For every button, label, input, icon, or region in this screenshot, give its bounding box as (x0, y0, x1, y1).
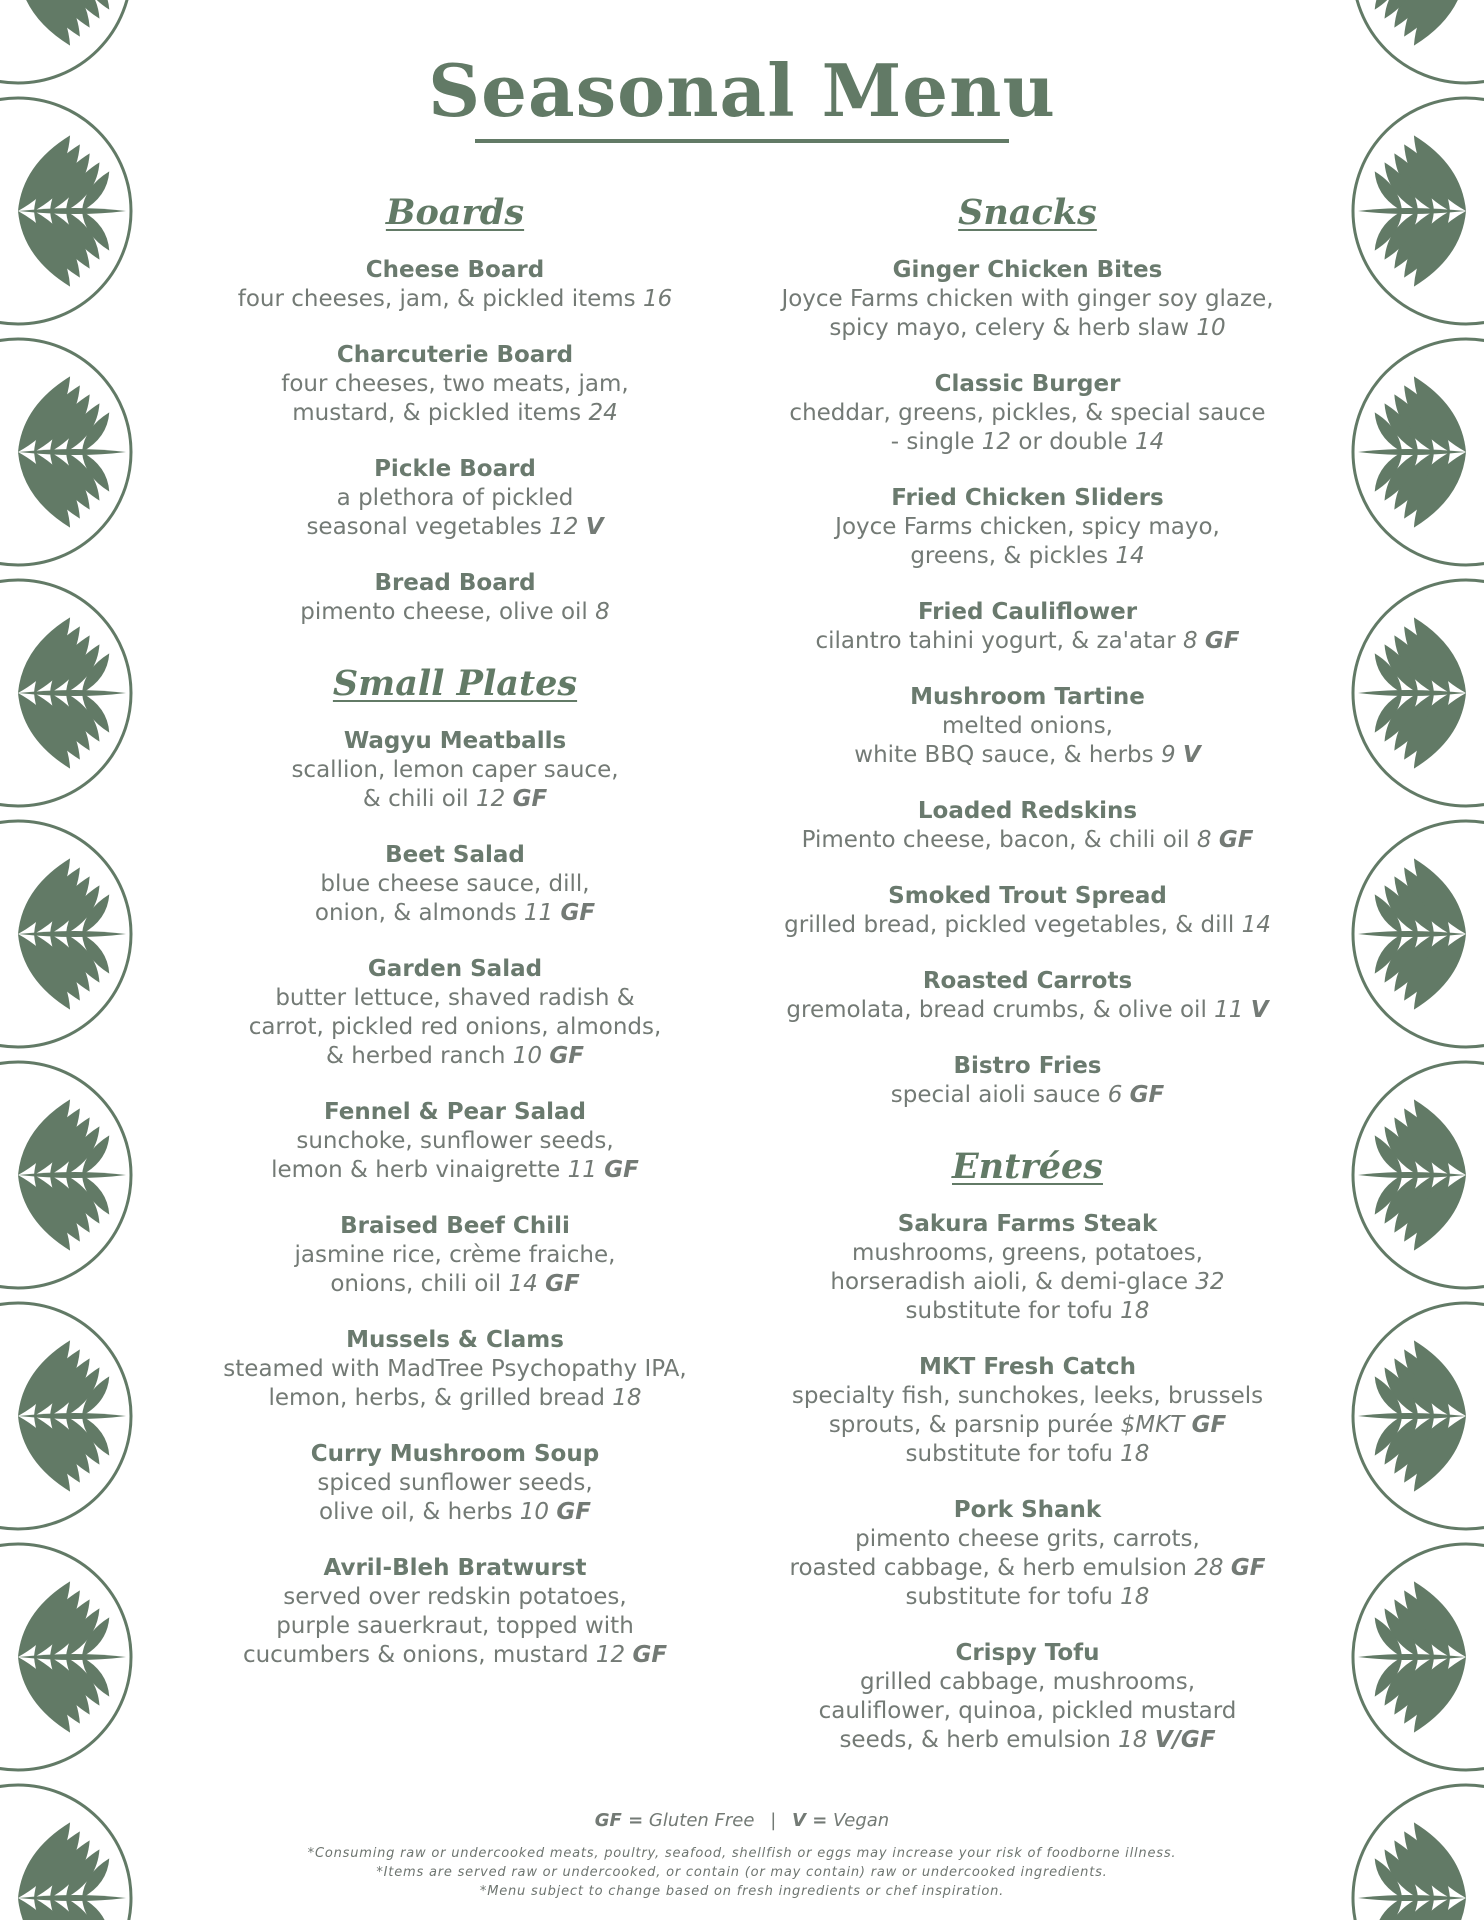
item-description-line (745, 1268, 1310, 1297)
item-name: Curry Mushroom Soup (310, 1441, 600, 1467)
section-heading: Snacks (958, 192, 1097, 233)
item-description-line (745, 285, 1310, 314)
item-price: 12 (549, 514, 579, 540)
item-price: 32 (1195, 1269, 1225, 1295)
item-description-line (205, 1469, 705, 1498)
item-price: 12 (981, 429, 1012, 455)
item-description-line (745, 1239, 1310, 1268)
item-price: 18 (1120, 1298, 1150, 1324)
item-price: 8 (1196, 827, 1212, 853)
legend-v-key: V = (792, 1810, 828, 1831)
item-price: 14 (1115, 543, 1145, 569)
leaf-medallion-icon (1353, 580, 1484, 806)
description-text: spiced sunflower seeds, (317, 1470, 593, 1496)
item-name: Fried Chicken Sliders (891, 485, 1164, 511)
description-text: steamed with MadTree Psychopathy IPA, (223, 1356, 687, 1382)
leaf-medallion-icon (0, 339, 131, 565)
section-heading: Entrées (952, 1146, 1103, 1187)
menu-item (745, 1210, 1310, 1326)
leaf-medallion-icon (0, 1544, 131, 1770)
item-description-line (205, 285, 705, 314)
menu-item (745, 882, 1310, 940)
description-text: mushrooms, greens, potatoes, (852, 1240, 1203, 1266)
dietary-tag: GF (560, 900, 596, 926)
item-description-line (745, 428, 1310, 457)
description-text: gremolata, bread crumbs, & olive oil (786, 997, 1215, 1023)
disclaimer-line: *Menu subject to change based on fresh ingredients or chef inspiration. (479, 1884, 1005, 1899)
left-column (205, 190, 705, 1704)
description-text: specialty fish, sunchokes, leeks, brussels (791, 1383, 1264, 1409)
legend-gf-key: GF = (594, 1810, 644, 1831)
description-text: & herbed ranch (326, 1043, 513, 1069)
item-name: Cheese Board (365, 257, 545, 283)
item-description-line (205, 870, 705, 899)
dietary-legend (0, 1810, 1484, 1831)
menu-item (745, 1353, 1310, 1469)
item-description-line (745, 996, 1310, 1025)
item-name: Ginger Chicken Bites (892, 257, 1163, 283)
item-price: 11 (567, 1157, 597, 1183)
item-price: 11 (1214, 997, 1244, 1023)
item-description-line (745, 399, 1310, 428)
menu-item (745, 967, 1310, 1025)
description-text: horseradish aioli, & demi-glace (830, 1269, 1196, 1295)
item-name: Wagyu Meatballs (343, 728, 567, 754)
dietary-tag: GF (512, 786, 548, 812)
item-description-line (745, 1668, 1310, 1697)
dietary-tag: GF (545, 1271, 580, 1297)
item-price: 11 (523, 900, 554, 926)
dietary-tag: GF (632, 1642, 668, 1668)
item-price: 9 (1160, 742, 1176, 768)
dietary-tag: GF (1204, 628, 1240, 654)
menu-item (205, 341, 705, 428)
item-price: 12 (475, 786, 506, 812)
item-name: Sakura Farms Steak (897, 1211, 1158, 1237)
description-text: substitute for tofu (905, 1298, 1121, 1324)
leaf-medallion-icon (1353, 1303, 1484, 1529)
description-text: roasted cabbage, & herb emulsion (789, 1555, 1195, 1581)
left-leaf-border (0, 0, 140, 1920)
disclaimer-line: *Consuming raw or undercooked meats, poultry, seafood, shellfish or eggs may increase your risk of foodborne illness. (307, 1846, 1177, 1861)
item-name: Fried Cauliflower (917, 599, 1138, 625)
dietary-tag: GF (556, 1499, 591, 1525)
item-description-line (205, 484, 705, 513)
menu-item (745, 1052, 1310, 1110)
item-price: 14 (1241, 912, 1271, 938)
title-underline (475, 139, 1009, 143)
description-text: cheddar, greens, pickles, & special sauce (789, 400, 1266, 426)
description-text: grilled bread, pickled vegetables, & dill (784, 912, 1242, 938)
item-price: 10 (519, 1499, 550, 1525)
item-description-line (205, 1156, 705, 1185)
description-text: blue cheese sauce, dill, (320, 871, 590, 897)
description-text: mustard, & pickled items (292, 400, 589, 426)
item-name: Bread Board (374, 570, 536, 596)
menu-item (205, 955, 705, 1071)
menu-item (205, 455, 705, 542)
item-description-line (205, 1384, 705, 1413)
dietary-tag: GF (1191, 1412, 1227, 1438)
item-description-line (205, 984, 705, 1013)
description-text: lemon, herbs, & grilled bread (268, 1385, 613, 1411)
item-description-line (745, 314, 1310, 343)
dietary-tag: V (1182, 742, 1201, 768)
item-description-line (205, 598, 705, 627)
item-price: 18 (1118, 1727, 1148, 1753)
page-title: Seasonal Menu (428, 48, 1056, 133)
item-price: 10 (512, 1043, 543, 1069)
description-text: cilantro tahini yogurt, & za'atar (815, 628, 1183, 654)
description-text: olive oil, & herbs (319, 1499, 520, 1525)
item-description-line (745, 1583, 1310, 1612)
item-description-line (745, 542, 1310, 571)
dietary-tag: GF (1218, 827, 1254, 853)
description-text: sprouts, & parsnip purée (828, 1412, 1121, 1438)
item-description-line (745, 1726, 1310, 1755)
menu-section (745, 1144, 1310, 1755)
item-description-line (205, 1612, 705, 1641)
menu-item (745, 1639, 1310, 1755)
dietary-tag: GF (1129, 1082, 1165, 1108)
leaf-medallion-icon (1353, 339, 1484, 565)
item-description-line (205, 1127, 705, 1156)
menu-item (205, 1326, 705, 1413)
menu-item (745, 1496, 1310, 1612)
item-description-line (745, 826, 1310, 855)
leaf-medallion-icon (1353, 821, 1484, 1047)
item-name: MKT Fresh Catch (918, 1354, 1137, 1380)
description-text: pimento cheese, olive oil (300, 599, 596, 625)
item-price: 6 (1107, 1082, 1123, 1108)
item-description-line (745, 1297, 1310, 1326)
description-text: & chili oil (362, 786, 476, 812)
item-name: Smoked Trout Spread (888, 883, 1167, 909)
description-text: cucumbers & onions, mustard (242, 1642, 596, 1668)
leaf-medallion-icon (1353, 1062, 1484, 1288)
item-name: Classic Burger (934, 371, 1121, 397)
item-name: Garden Salad (367, 956, 543, 982)
description-text: Pimento cheese, bacon, & chili oil (801, 827, 1197, 853)
menu-item (745, 484, 1310, 571)
leaf-medallion-icon (0, 580, 131, 806)
section-heading: Boards (385, 192, 525, 233)
menu-item (745, 370, 1310, 457)
item-description-line (745, 911, 1310, 940)
description-text: scallion, lemon caper sauce, (291, 757, 619, 783)
item-price: 18 (1120, 1441, 1150, 1467)
description-text: onion, & almonds (314, 900, 524, 926)
item-description-line (205, 785, 705, 814)
legend-separator: | (770, 1810, 777, 1831)
leaf-medallion-icon (0, 821, 131, 1047)
item-description-line (745, 1525, 1310, 1554)
description-text: butter lettuce, shaved radish & (275, 985, 635, 1011)
item-description-line (745, 627, 1310, 656)
item-description-line (745, 1697, 1310, 1726)
item-description-line (205, 1641, 705, 1670)
description-text: sunchoke, sunflower seeds, (296, 1128, 614, 1154)
item-description-line (205, 1583, 705, 1612)
menu-item (205, 727, 705, 814)
description-text: four cheeses, jam, & pickled items (237, 286, 643, 312)
item-price: 8 (595, 599, 610, 625)
item-name: Crispy Tofu (955, 1640, 1100, 1666)
description-text: spicy mayo, celery & herb slaw (829, 315, 1197, 341)
item-description-line (205, 1355, 705, 1384)
menu-item (205, 1212, 705, 1299)
item-description-line (205, 899, 705, 928)
menu-item (205, 841, 705, 928)
item-description-line (745, 741, 1310, 770)
description-text: onions, chili oil (330, 1271, 509, 1297)
disclaimer-line: *Items are served raw or undercooked, or contain (or may contain) raw or undercooked ingredients. (376, 1865, 1108, 1880)
description-text: white BBQ sauce, & herbs (854, 742, 1161, 768)
right-column (745, 190, 1310, 1789)
item-description-line (745, 513, 1310, 542)
menu-section (745, 190, 1310, 1110)
description-text: carrot, pickled red onions, almonds, (248, 1014, 662, 1040)
description-text: substitute for tofu (905, 1441, 1121, 1467)
item-description-line (205, 1241, 705, 1270)
item-description-line (745, 1382, 1310, 1411)
item-price: 14 (1134, 429, 1165, 455)
item-description-line (205, 513, 705, 542)
dietary-tag: GF (604, 1157, 639, 1183)
item-description-line (205, 1270, 705, 1299)
item-description-line (205, 756, 705, 785)
item-description-line (205, 1042, 705, 1071)
item-price: 18 (612, 1385, 642, 1411)
description-text: or double (1011, 429, 1135, 455)
menu-item (205, 1098, 705, 1185)
item-price: 14 (508, 1271, 538, 1297)
item-name: Fennel & Pear Salad (324, 1099, 586, 1125)
item-name: Pickle Board (374, 456, 536, 482)
description-text: greens, & pickles (910, 543, 1116, 569)
item-price: 18 (1120, 1584, 1150, 1610)
menu-item (205, 569, 705, 627)
description-text: grilled cabbage, mushrooms, (859, 1669, 1196, 1695)
description-text: pimento cheese grits, carrots, (855, 1526, 1200, 1552)
right-leaf-border (1344, 0, 1484, 1920)
item-price: 16 (642, 286, 673, 312)
item-name: Charcuterie Board (336, 342, 574, 368)
leaf-medallion-icon (1353, 1544, 1484, 1770)
item-name: Mussels & Clams (346, 1327, 564, 1353)
item-description-line (745, 1440, 1310, 1469)
item-description-line (205, 1013, 705, 1042)
item-name: Mushroom Tartine (910, 684, 1145, 710)
item-price: 28 (1194, 1555, 1224, 1581)
dietary-tag: GF (549, 1043, 584, 1069)
dietary-tag: GF (1230, 1555, 1266, 1581)
item-price: 12 (595, 1642, 626, 1668)
item-price: 10 (1196, 315, 1226, 341)
description-text: a plethora of pickled (336, 485, 574, 511)
item-description-line (205, 399, 705, 428)
item-price: 24 (588, 400, 618, 426)
description-text: cauliflower, quinoa, pickled mustard (818, 1698, 1237, 1724)
description-text: Joyce Farms chicken with ginger soy glaze, (781, 286, 1274, 312)
description-text: melted onions, (941, 713, 1113, 739)
item-description-line (745, 1081, 1310, 1110)
item-price: 8 (1182, 628, 1198, 654)
menu-item (745, 683, 1310, 770)
menu-section (205, 661, 705, 1670)
menu-item (205, 256, 705, 314)
menu-item (745, 256, 1310, 343)
item-price: $MKT (1120, 1412, 1185, 1438)
description-text: seasonal vegetables (306, 514, 550, 540)
menu-item (745, 797, 1310, 855)
description-text: seeds, & herb emulsion (839, 1727, 1119, 1753)
menu-item (745, 598, 1310, 656)
description-text: Joyce Farms chicken, spicy mayo, (835, 514, 1220, 540)
disclaimers (0, 1844, 1484, 1901)
dietary-tag: V (585, 514, 604, 540)
description-text: jasmine rice, crème fraiche, (294, 1242, 616, 1268)
item-name: Roasted Carrots (922, 968, 1133, 994)
leaf-medallion-icon (0, 1303, 131, 1529)
item-description-line (745, 712, 1310, 741)
item-description-line (205, 1498, 705, 1527)
description-text: four cheeses, two meats, jam, (281, 371, 629, 397)
description-text: special aioli sauce (890, 1082, 1108, 1108)
item-name: Braised Beef Chili (340, 1213, 570, 1239)
item-name: Pork Shank (953, 1497, 1102, 1523)
description-text: - single (890, 429, 982, 455)
dietary-tag: V (1250, 997, 1269, 1023)
description-text: lemon & herb vinaigrette (271, 1157, 568, 1183)
legend-gf-value: Gluten Free (648, 1810, 755, 1831)
description-text: served over redskin potatoes, (283, 1584, 627, 1610)
description-text: purple sauerkraut, topped with (276, 1613, 634, 1639)
item-name: Loaded Redskins (917, 798, 1138, 824)
menu-item (205, 1440, 705, 1527)
legend-v-value: Vegan (833, 1810, 890, 1831)
section-heading: Small Plates (332, 663, 578, 704)
dietary-tag: V/GF (1154, 1727, 1216, 1753)
menu-section (205, 190, 705, 627)
item-name: Bistro Fries (953, 1053, 1102, 1079)
menu-item (205, 1554, 705, 1670)
item-name: Avril-Bleh Bratwurst (323, 1555, 587, 1581)
leaf-medallion-icon (0, 1062, 131, 1288)
item-description-line (205, 370, 705, 399)
item-description-line (745, 1554, 1310, 1583)
description-text: substitute for tofu (905, 1584, 1121, 1610)
item-description-line (745, 1411, 1310, 1440)
item-name: Beet Salad (385, 842, 525, 868)
